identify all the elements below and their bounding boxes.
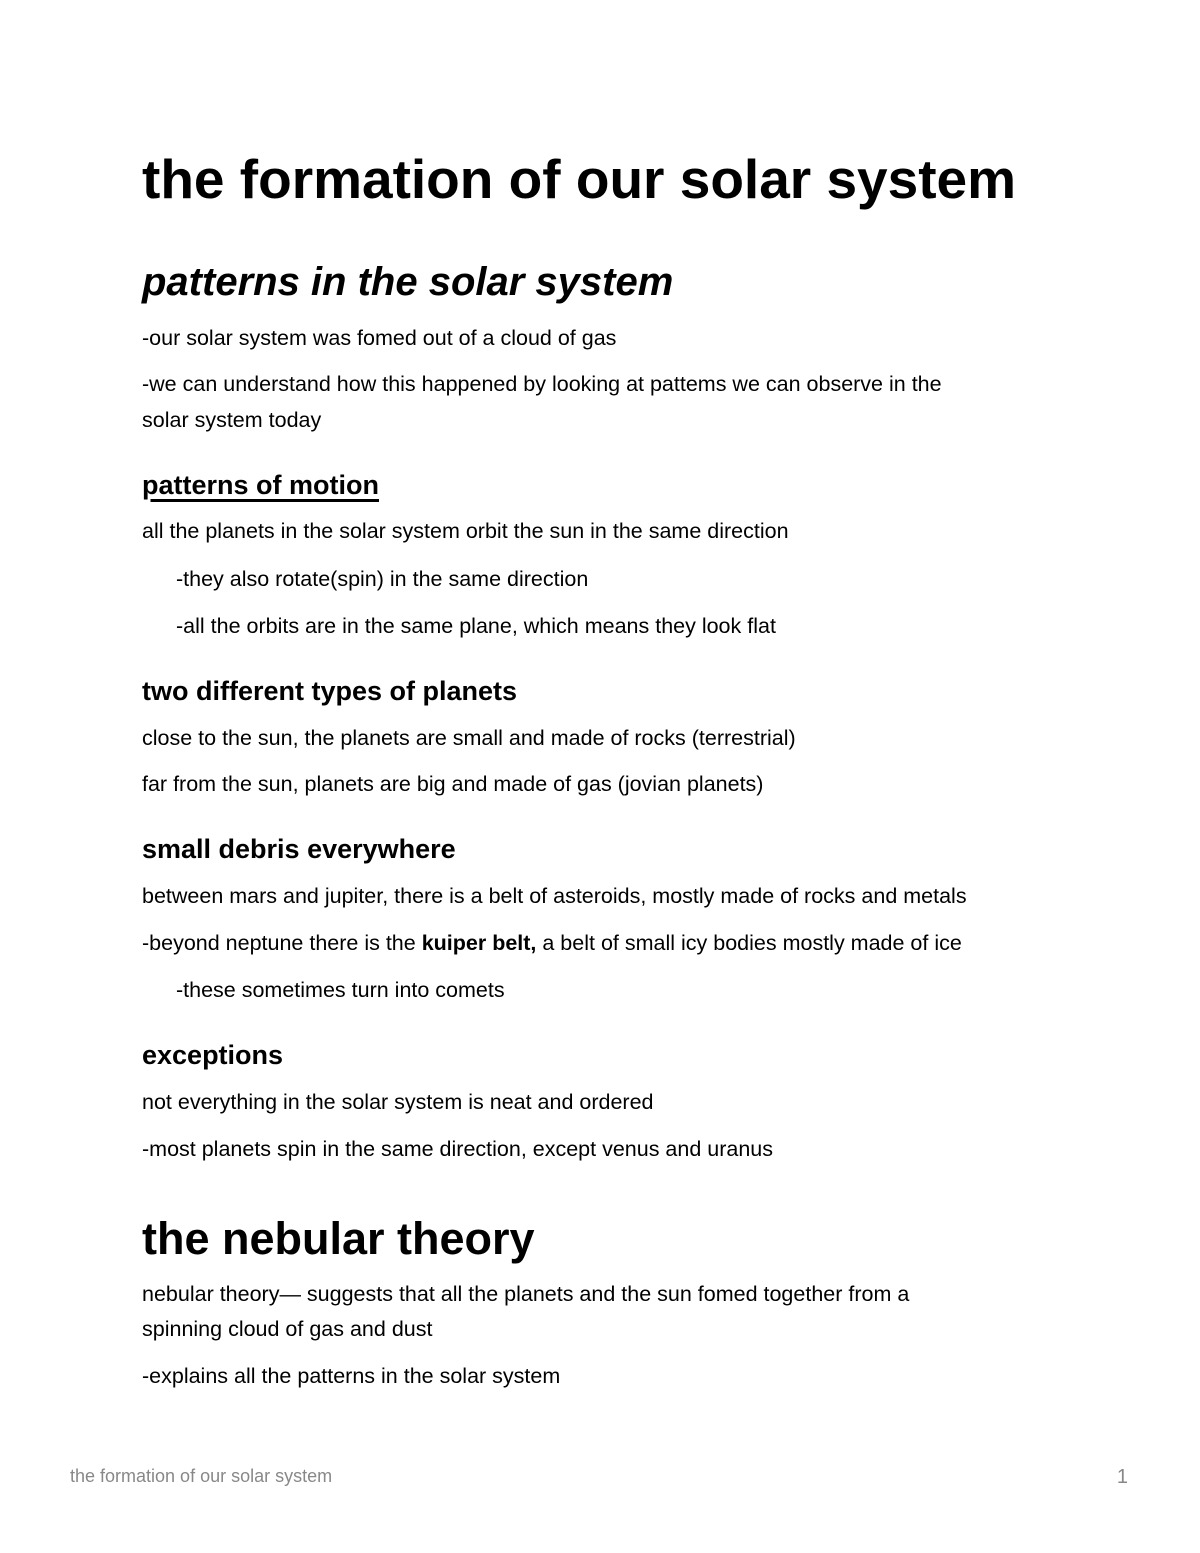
paragraph-line: spinning cloud of gas and dust bbox=[142, 1317, 433, 1341]
paragraph-line: solar system today bbox=[142, 408, 322, 432]
paragraph-line: -we can understand how this happened by looking at pattems we can observe in the bbox=[142, 372, 942, 396]
paragraph-line: between mars and jupiter, there is a belt of asteroids, mostly made of rocks and metals bbox=[142, 884, 967, 908]
kuiper-belt-term: kuiper belt, bbox=[421, 931, 537, 955]
paragraph-line: nebular theory— suggests that all the planets and the sun fomed together from a bbox=[142, 1282, 910, 1306]
paragraph-line: close to the sun, the planets are small and made of rocks (terrestrial) bbox=[142, 726, 796, 750]
footer-title: the formation of our solar system bbox=[70, 1466, 333, 1486]
heading-nebular-theory: the nebular theory bbox=[142, 1213, 535, 1264]
indented-line: -all the orbits are in the same plane, which means they look flat bbox=[176, 614, 776, 638]
indented-line: -these sometimes turn into comets bbox=[176, 978, 505, 1002]
text-segment: a belt of small icy bodies mostly made of ice bbox=[536, 931, 962, 955]
paragraph-line: not everything in the solar system is neat and ordered bbox=[142, 1090, 654, 1114]
heading-small-debris: small debris everywhere bbox=[142, 834, 456, 864]
text-segment: -beyond neptune there is the bbox=[142, 931, 422, 955]
paragraph-line: -explains all the patterns in the solar system bbox=[142, 1364, 561, 1388]
paragraph-line: far from the sun, planets are big and made of gas (jovian planets) bbox=[142, 772, 764, 796]
page-number: 1 bbox=[1116, 1466, 1128, 1488]
paragraph-line: all the planets in the solar system orbit the sun in the same direction bbox=[142, 519, 789, 543]
paragraph-line: -our solar system was fomed out of a cloud of gas bbox=[142, 326, 617, 350]
heading-planet-types: two different types of planets bbox=[142, 676, 518, 706]
paragraph-line-kuiper bbox=[142, 933, 962, 955]
indented-line: -they also rotate(spin) in the same direction bbox=[176, 567, 589, 591]
heading-patterns-of-motion: patterns of motion bbox=[142, 470, 379, 500]
document-title: the formation of our solar system bbox=[142, 148, 1017, 210]
heading-exceptions: exceptions bbox=[142, 1040, 284, 1070]
paragraph-line: -most planets spin in the same direction, except venus and uranus bbox=[142, 1137, 774, 1161]
section-heading-patterns: patterns in the solar system bbox=[142, 260, 674, 304]
